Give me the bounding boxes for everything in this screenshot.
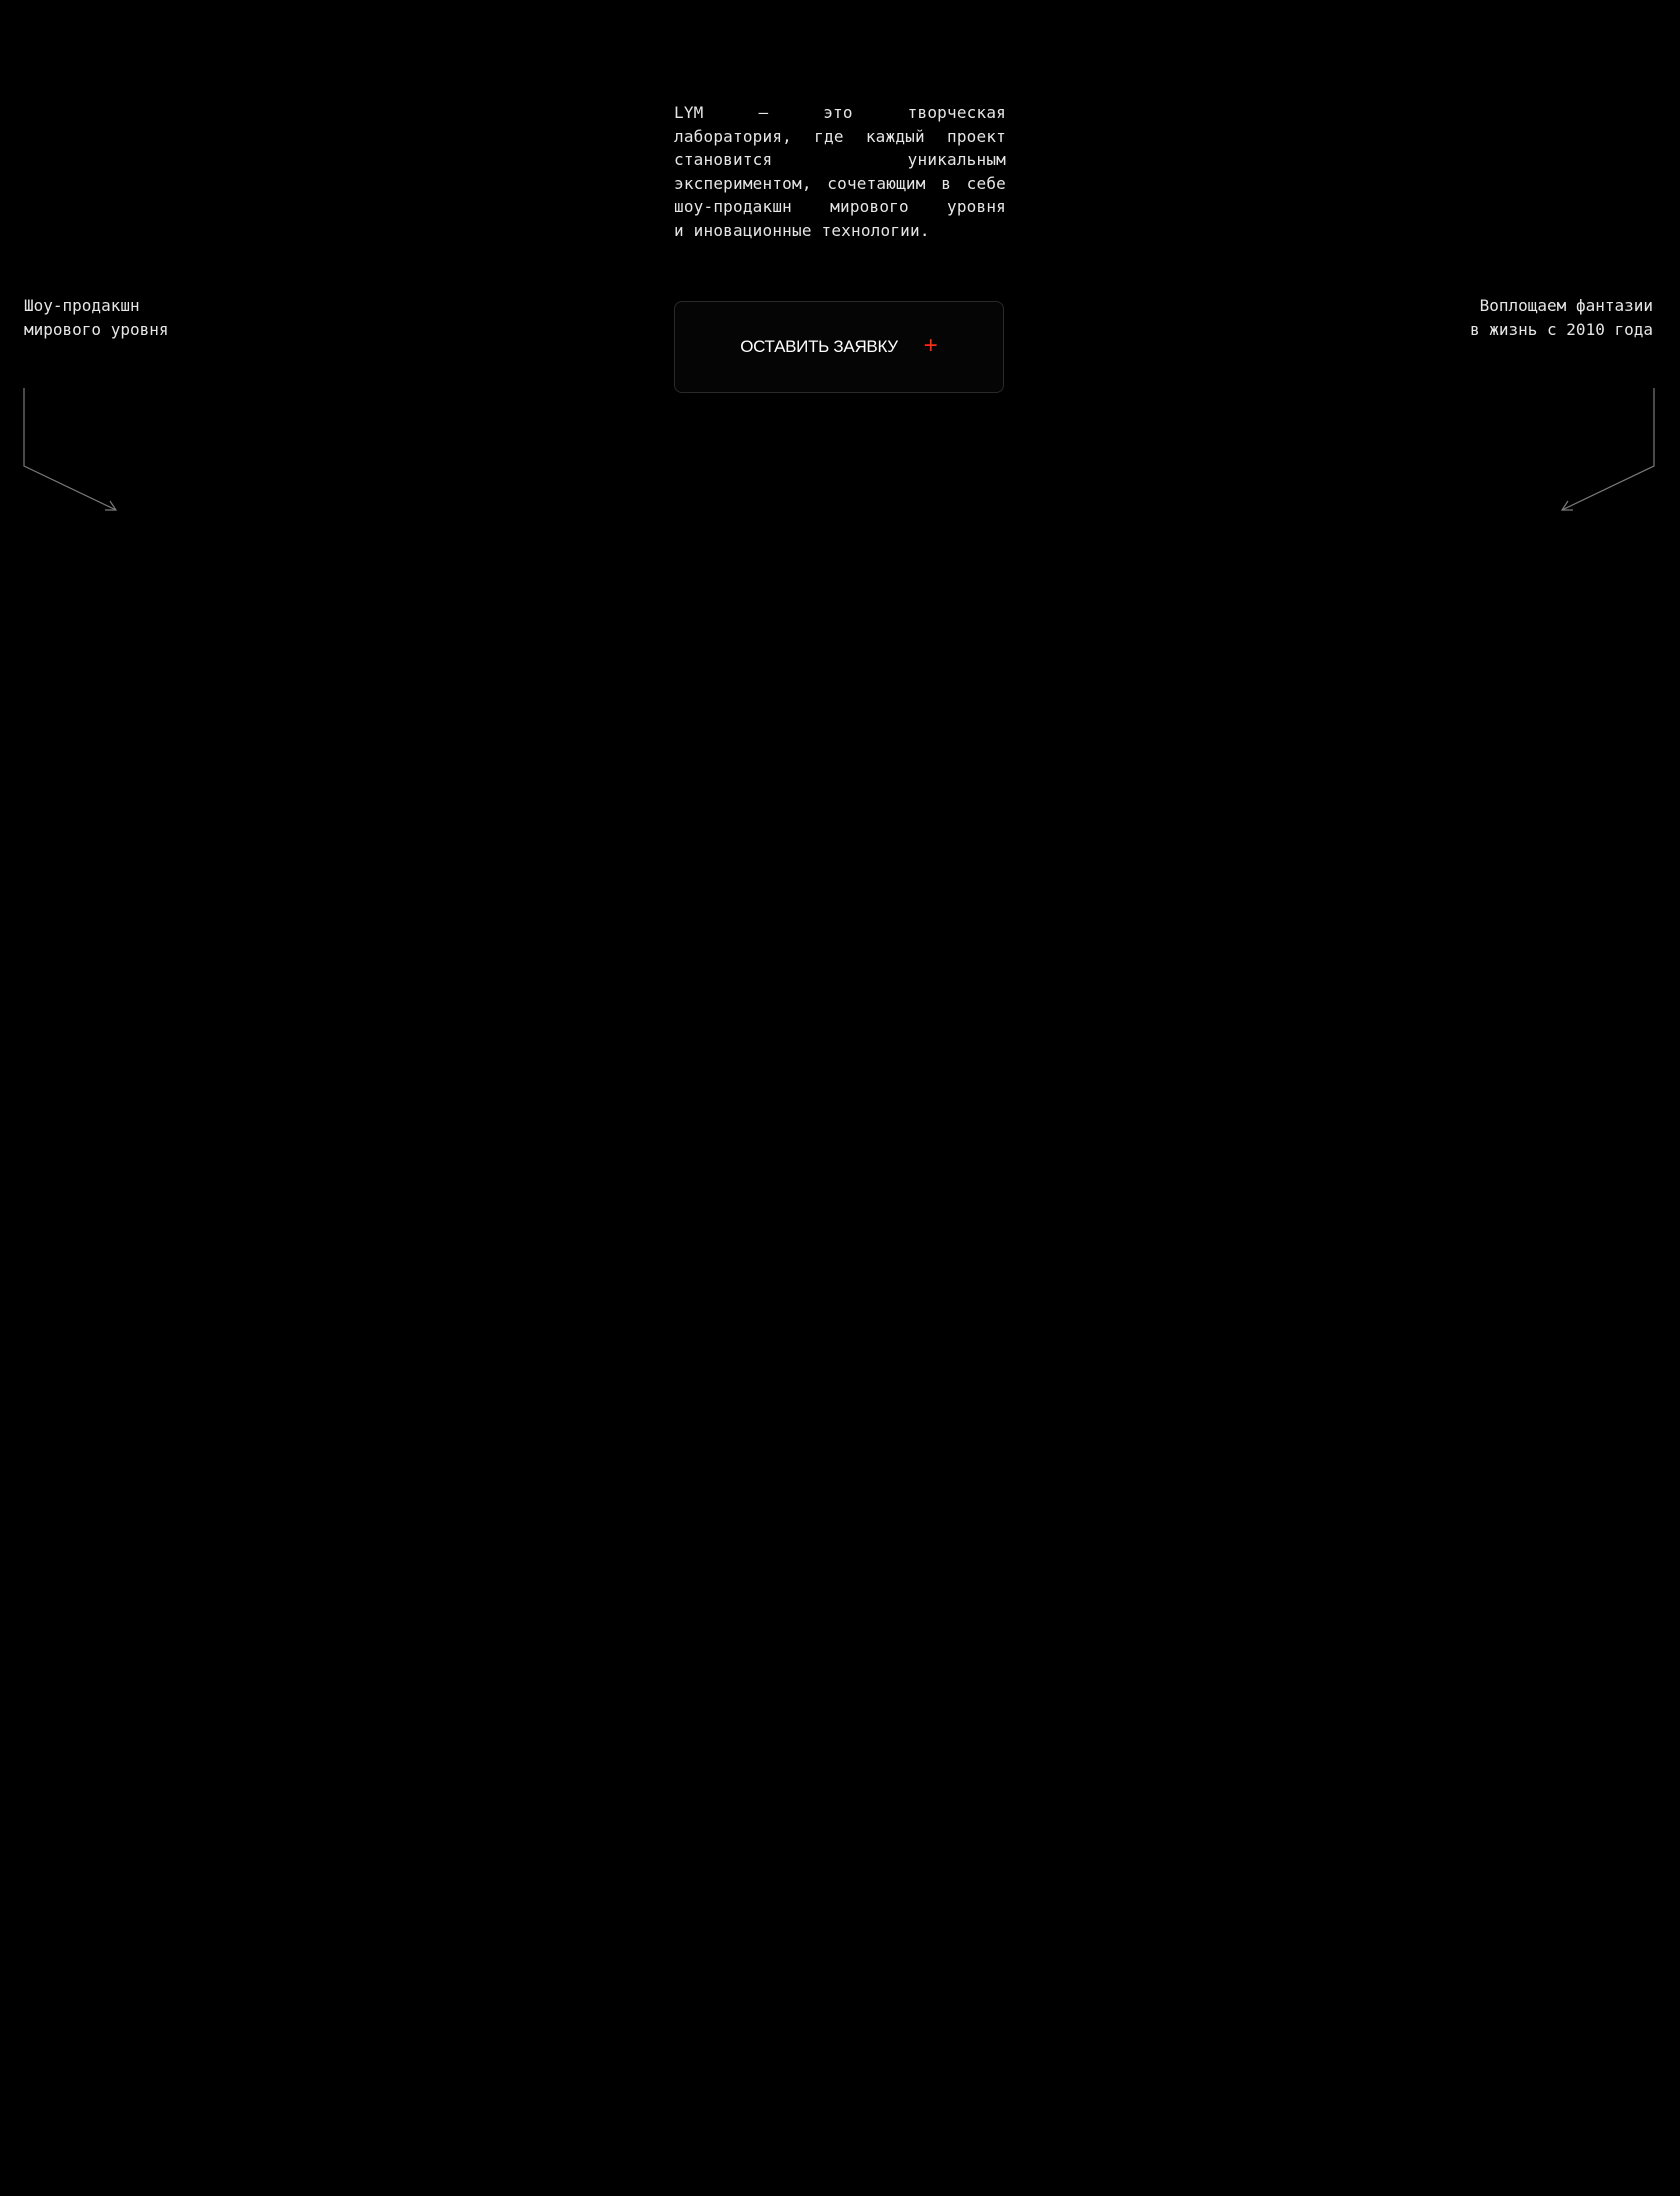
intro-line: шоу-продакшн мирового уровня [674,197,1006,216]
plus-icon: + [923,332,938,359]
submit-request-label: ОСТАВИТЬ ЗАЯВКУ [740,337,898,356]
arrow-down-right-icon [22,388,122,514]
intro-line: экспериментом, сочетающим в себе [674,173,1006,193]
arrow-down-left-icon [1559,388,1659,514]
left-caption [24,294,169,342]
left-caption-line: мирового уровня [24,320,169,339]
intro-paragraph [674,101,1006,242]
intro-line: и иновационные технологии. [674,220,930,240]
right-caption-line: в жизнь с 2010 года [1469,320,1653,339]
intro-line: становится уникальным [674,150,1006,169]
intro-line: лаборатория, где каждый проект [674,126,1006,146]
right-caption [1470,294,1653,342]
intro-line: LYM – это творческая [674,103,1006,122]
right-caption-line: Воплощаем фантазии [1479,296,1653,315]
submit-request-button[interactable] [674,301,1004,393]
left-caption-line: Шоу-продакшн [24,296,140,315]
